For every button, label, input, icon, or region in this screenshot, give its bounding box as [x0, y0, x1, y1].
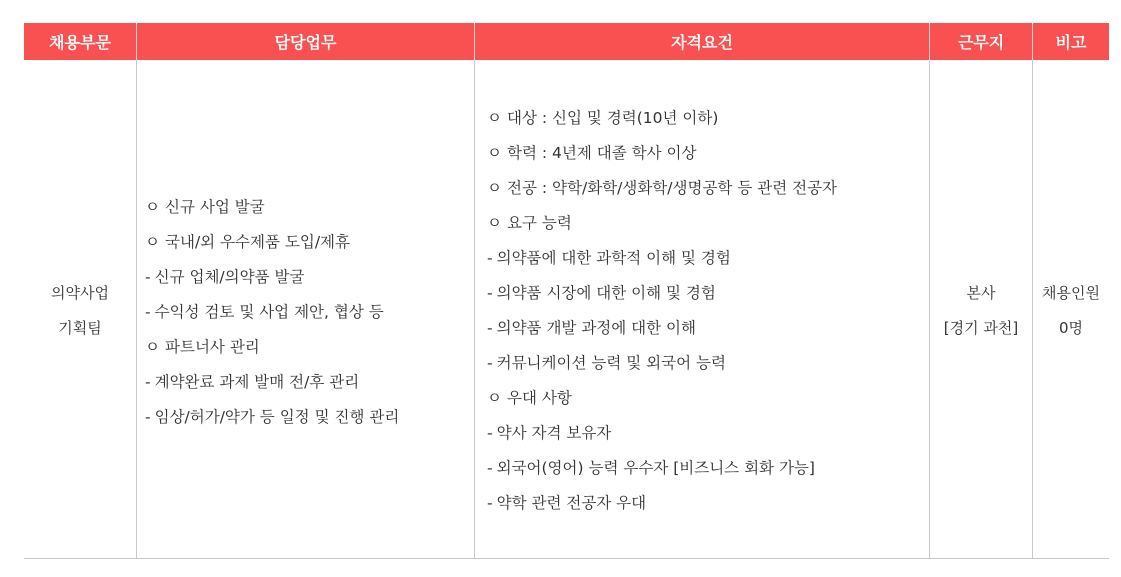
duty-item: [145, 225, 474, 260]
duty-item-text: 임상/허가/약가 등 일정 및 진행 관리: [154, 407, 400, 426]
qualification-item-text: 외국어(영어) 능력 우수자 [비즈니스 회화 가능]: [496, 459, 815, 477]
cell-duties: [136, 60, 474, 558]
circle-bullet: ㅇ: [145, 232, 160, 251]
qualification-item: [487, 276, 929, 311]
cell-department: [24, 60, 136, 558]
qualification-item-text: 학력 : 4년제 대졸 학사 이상: [507, 144, 697, 162]
qualification-item-text: 우대 사항: [507, 389, 572, 407]
qualification-item: [487, 451, 929, 486]
qualification-item-text: 의약품에 대한 과학적 이해 및 경험: [496, 249, 731, 267]
dash-bullet: -: [487, 494, 493, 512]
qualification-item: [487, 136, 929, 171]
duty-item: [145, 365, 474, 400]
qualification-item: [487, 171, 929, 206]
duty-item-text: 국내/외 우수제품 도입/제휴: [165, 232, 351, 251]
dash-bullet: -: [487, 284, 493, 302]
qualification-item-text: 대상 : 신입 및 경력(10년 이하): [507, 109, 719, 127]
dash-bullet: -: [487, 424, 493, 442]
dash-bullet: -: [145, 407, 151, 426]
qualification-item-text: 커뮤니케이션 능력 및 외국어 능력: [496, 354, 726, 372]
header-duties: 담당업무: [136, 23, 474, 60]
qualification-item: [487, 311, 929, 346]
dash-bullet: -: [487, 249, 493, 267]
circle-bullet: ㅇ: [487, 109, 502, 127]
circle-bullet: ㅇ: [487, 144, 502, 162]
duty-item: [145, 330, 474, 365]
dash-bullet: -: [487, 354, 493, 372]
circle-bullet: ㅇ: [487, 214, 502, 232]
header-qualifications: 자격요건: [474, 23, 929, 60]
header-department: 채용부문: [24, 23, 136, 60]
dash-bullet: -: [487, 319, 493, 337]
duty-item-text: 신규 업체/의약품 발굴: [154, 267, 305, 286]
department-line-2: 기획팀: [58, 319, 102, 337]
note-line-1: 채용인원: [1042, 284, 1100, 302]
qualification-item: [487, 101, 929, 136]
dash-bullet: -: [145, 372, 151, 391]
circle-bullet: ㅇ: [145, 197, 160, 216]
duty-item: [145, 260, 474, 295]
recruitment-table: [24, 23, 1109, 559]
qualification-item-text: 의약품 시장에 대한 이해 및 경험: [496, 284, 716, 302]
duty-item-text: 계약완료 과제 발매 전/후 관리: [154, 372, 360, 391]
qualification-item: [487, 486, 929, 521]
qualification-item: [487, 346, 929, 381]
duty-item-text: 수익성 검토 및 사업 제안, 협상 등: [154, 302, 384, 321]
dash-bullet: -: [145, 302, 151, 321]
qualification-item: [487, 206, 929, 241]
qualification-item: [487, 416, 929, 451]
circle-bullet: ㅇ: [487, 179, 502, 197]
cell-qualifications: [474, 60, 929, 558]
header-location: 근무지: [929, 23, 1032, 60]
note-line-2: 0명: [1058, 319, 1084, 337]
header-note: 비고: [1032, 23, 1109, 60]
dash-bullet: -: [145, 267, 151, 286]
location-line-1: 본사: [966, 284, 996, 302]
cell-note: [1032, 60, 1109, 558]
qualification-item-text: 약학 관련 전공자 우대: [496, 494, 647, 512]
duty-item-text: 신규 사업 발굴: [165, 197, 265, 216]
circle-bullet: ㅇ: [487, 389, 502, 407]
department-line-1: 의약사업: [51, 284, 109, 302]
duty-item: [145, 295, 474, 330]
circle-bullet: ㅇ: [145, 337, 160, 356]
qualification-item-text: 전공 : 약학/화학/생화학/생명공학 등 관련 전공자: [507, 179, 838, 197]
dash-bullet: -: [487, 459, 493, 477]
location-line-2: [경기 과천]: [943, 319, 1019, 337]
qualification-item: [487, 241, 929, 276]
cell-location: [929, 60, 1032, 558]
duty-item-text: 파트너사 관리: [165, 337, 260, 356]
qualification-item-text: 약사 자격 보유자: [496, 424, 612, 442]
duty-item: [145, 400, 474, 435]
qualification-item-text: 의약품 개발 과정에 대한 이해: [496, 319, 696, 337]
qualification-item-text: 요구 능력: [507, 214, 572, 232]
qualification-item: [487, 381, 929, 416]
duty-item: [145, 190, 474, 225]
